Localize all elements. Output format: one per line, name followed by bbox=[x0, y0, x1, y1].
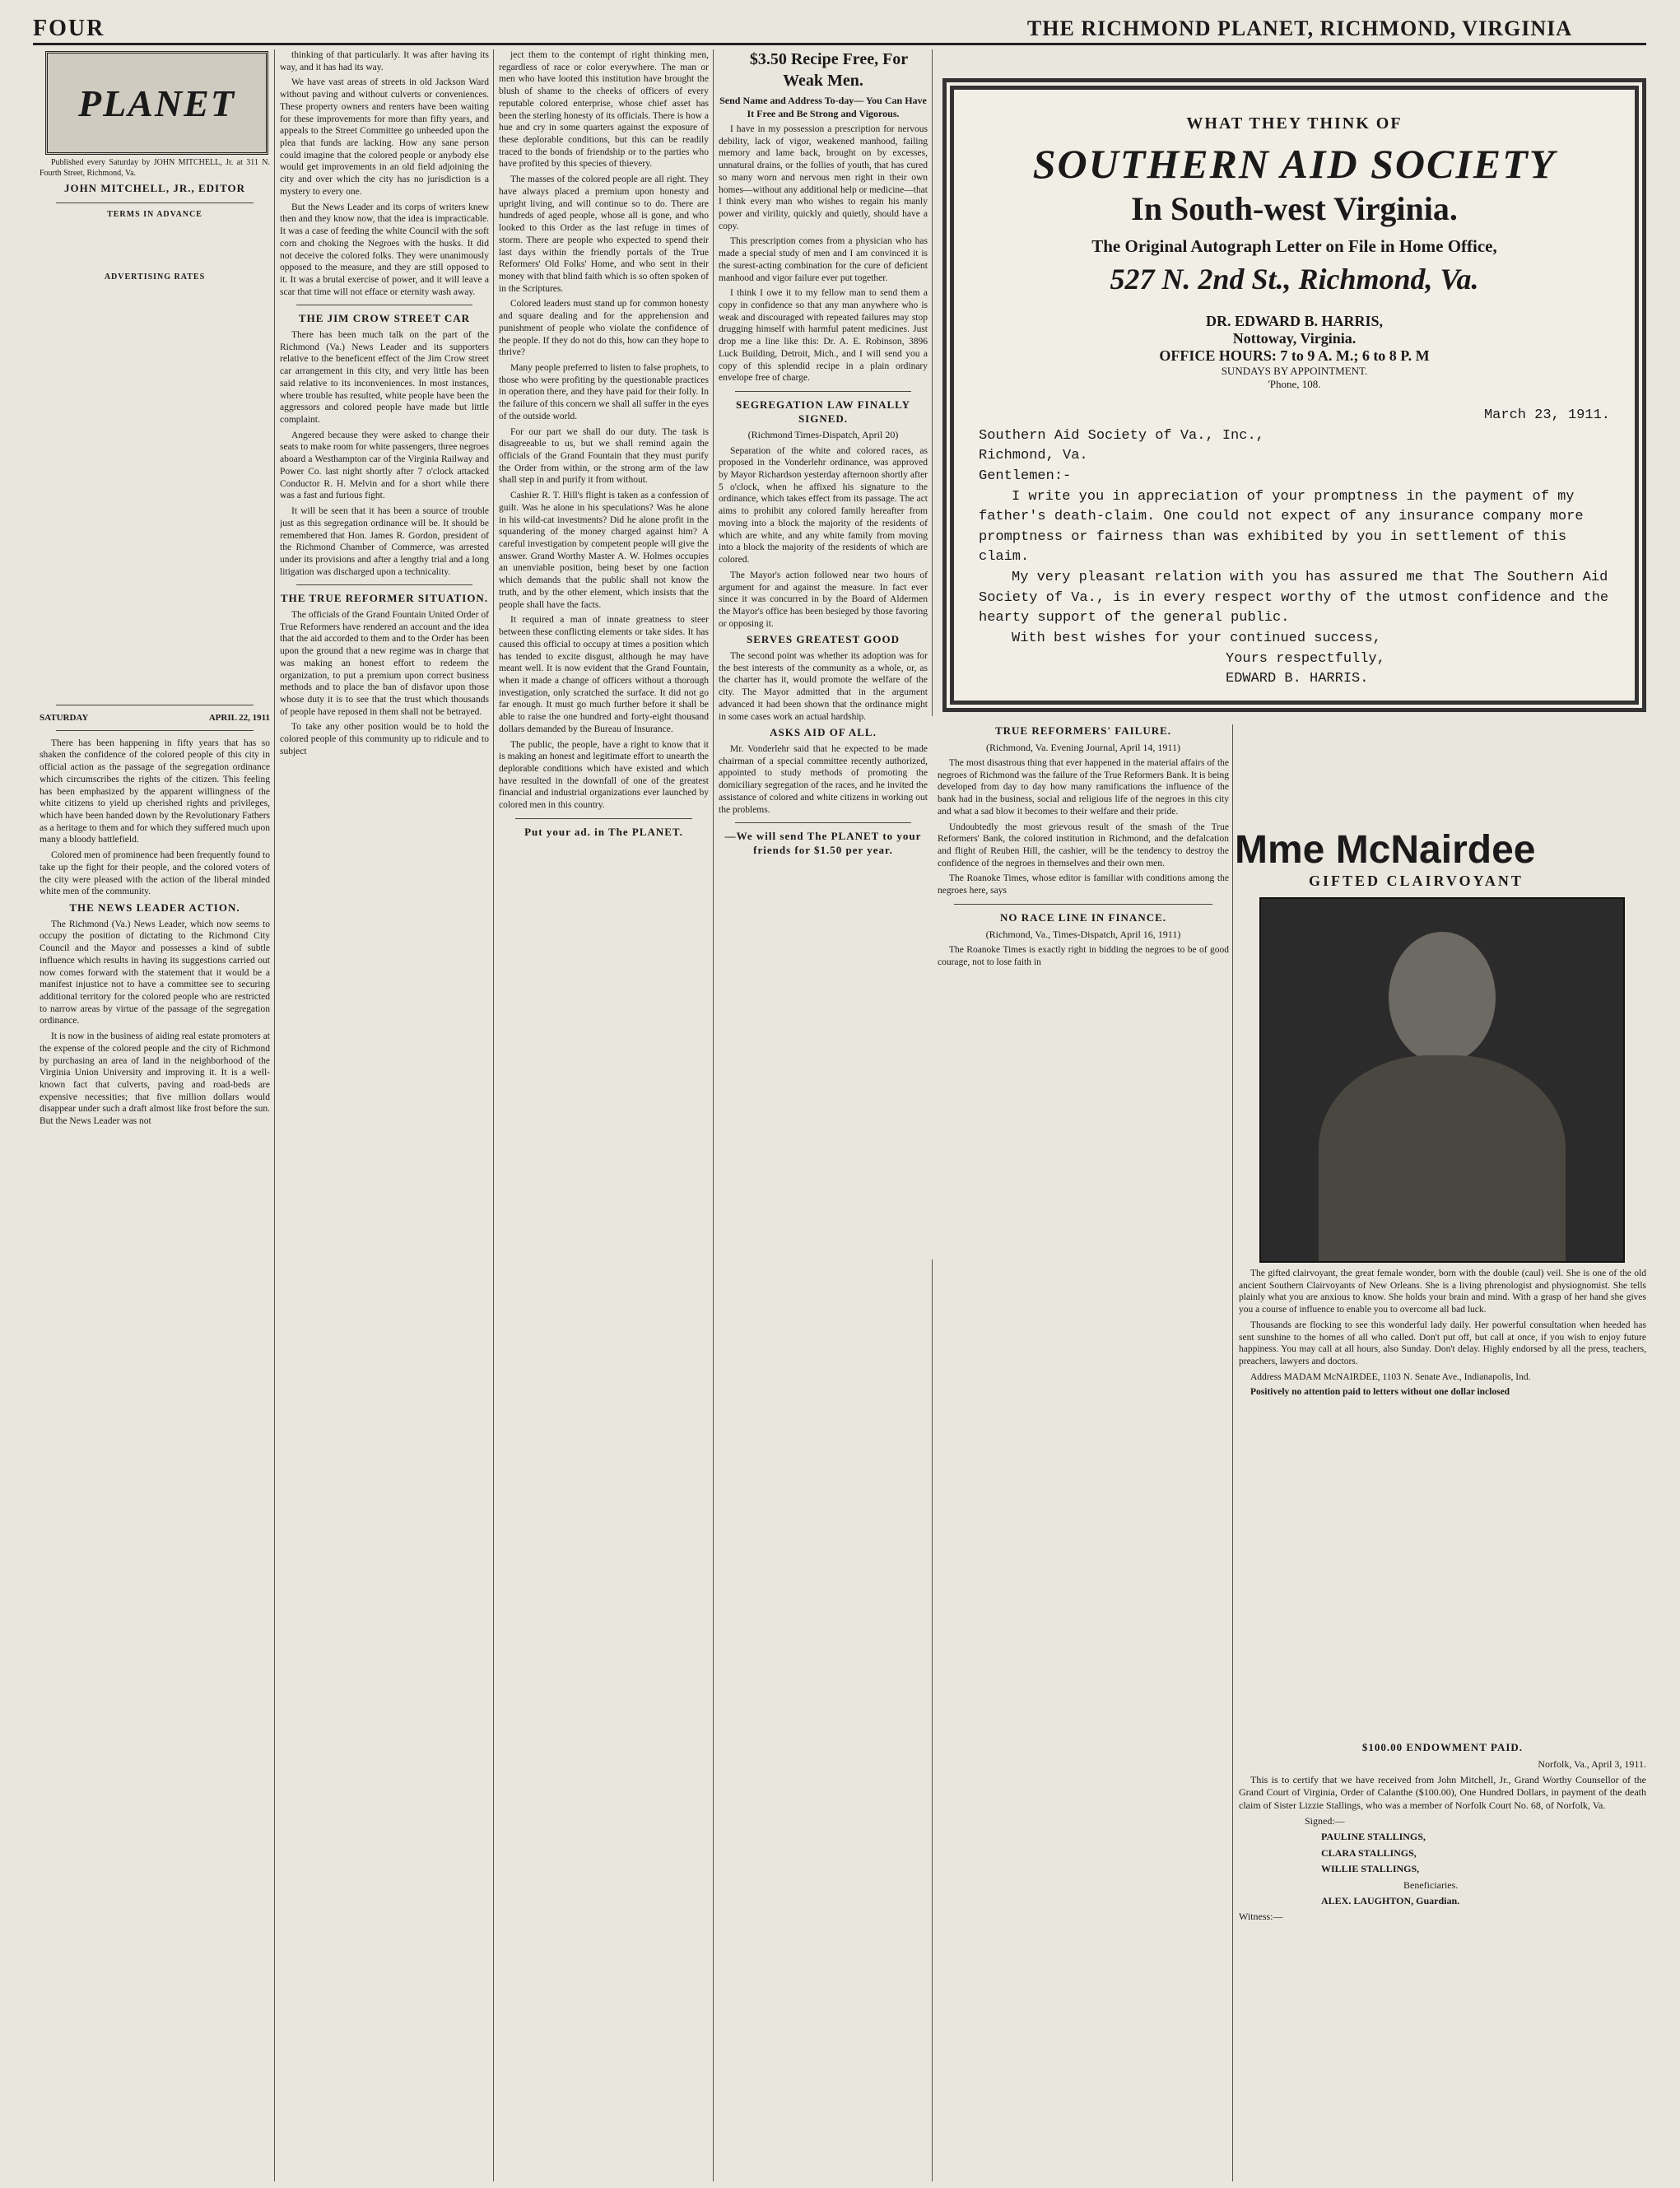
ad-society-name: SOUTHERN AID SOCIETY bbox=[1032, 141, 1557, 187]
article-text: It is now in the business of aiding real estate promoters at the expense of the colored people and the city of Richmond by purchasing an area of land in the neighborhood of the Virginia Union University and improving it. It is a well-known fact that culverts, paving and road-beds are expensive necessities; that five million dollars would disappear under such a draft almost like frost before the sun. But the News Leader was not bbox=[40, 1031, 270, 1127]
page-number: FOUR bbox=[33, 16, 105, 41]
article-text: The masses of the colored people are all right. They have always placed a premium upon honesty and upright living, and will continue so to do. There are hundreds of aged people, whose all is gone, and who looked to this Order as the last refuge in times of storm. There are people who expected to spend their last days within the friendly portals of the True Reformers' Old Folks' Home, and who sent in their money with that blind faith which is so often spoken of in the Scriptures. bbox=[499, 175, 709, 294]
column-rule bbox=[932, 1259, 933, 2181]
column-rule bbox=[1232, 724, 1233, 2181]
editor-line: JOHN MITCHELL, JR., EDITOR bbox=[63, 182, 246, 194]
masthead bbox=[33, 15, 1646, 45]
article-heading: THE JIM CROW STREET CAR bbox=[298, 312, 471, 325]
column-4 bbox=[719, 49, 928, 2181]
article-text: Separation of the white and colored races, as proposed in the Vonderlehr ordinance, was approved by Mayor Richardson yesterday afternoon shortly after 5 o'clock, when he affixed his signature to the ordinance, which takes effect from its passage. The act aims to prohibit any colored family hereafter from moving into a block the majority of the residents of which are white, and any white family from moving into a block the majority of the residents of which are colored. bbox=[719, 445, 928, 566]
ad-doctor: DR. EDWARD B. HARRIS, bbox=[1205, 313, 1384, 329]
publisher-line: Published every Saturday by JOHN MITCHELL, Jr. at 311 N. Fourth Street, Richmond, Va. bbox=[40, 158, 270, 178]
article-text: The Mayor's action followed near two hours of argument for and against the measure. In fact ever since it was concurred in by the Board of Aldermen the Mayor's office has been besieged by those favoring or opposing it. bbox=[719, 570, 928, 629]
column-1 bbox=[40, 158, 270, 2183]
article-text: The public, the people, have a right to know that it is making an honest and legitimate effort to unearth the deplorable conditions which have existed and which have resulted in the downfall of one of the greatest financial and industrial organizations ever launched by colored men in this country. bbox=[499, 739, 709, 811]
article-text: It will be seen that it has been a source of trouble just as this segregation ordinance will be. It should be remembered that Hon. James R. Gordon, president of the Richmond Chamber of Commerce, was arrested under its provisions and after a lengthy trial and a long litigation was discharged upon a technicality. bbox=[280, 506, 489, 577]
newspaper-title: THE RICHMOND PLANET, RICHMOND, VIRGINIA bbox=[1026, 16, 1572, 40]
ad-letter: March 23, 1911. Southern Aid Society of Va., Inc., Richmond, Va. Gentlemen:- I write you in appreciation of your promptness in the payment of my father's death-claim. One could not expect of any insurance company more promptness or fairness than was exhibited by you in settlement of this claim. My very pleasant relation with you has assured me that The Southern Aid Society of Va., is in every respect worthy of the utmost confidence and the hearty support of the general public. With best wishes for your continued success, Yours respectfully, EDWARD B. HARRIS. bbox=[979, 407, 1610, 687]
mme-title: Mme McNairdee bbox=[1235, 828, 1536, 872]
column-3 bbox=[499, 49, 709, 2181]
article-source: (Richmond Times-Dispatch, April 20) bbox=[747, 429, 899, 441]
article-text: The most disastrous thing that ever happened in the material affairs of the negroes of Richmond was the failure of the True Reformers Bank. It is being developed from day to day how many ramifications the influence of the bank had in the business, social and religious life of the negroes in this city and what a sad blow it becomes to their welfare and their pride. bbox=[938, 757, 1229, 817]
column-footer: Put your ad. in The PLANET. bbox=[524, 825, 683, 838]
mme-subtitle: GIFTED CLAIRVOYANT bbox=[1309, 873, 1524, 889]
article-text: To take any other position would be to hold the colored people of this community up to ridicule and to subject bbox=[280, 722, 489, 756]
column-5 bbox=[938, 724, 1229, 2181]
article-text: For our part we shall do our duty. The task is disagreeable to us, but we shall remind again the officials of the Grand Fountain that they must purify the Order from within, or the strong arm of the law shall step in and purify it from without. bbox=[499, 426, 709, 486]
mme-mcnairdee-ad bbox=[1235, 827, 1646, 890]
article-text: Cashier R. T. Hill's flight is taken as a confession of guilt. Was he alone in his speculations? Was he alone in his wild-cat investments? Did he alone profit in the squandering of the money charged against him? A careful investigation by competent people will give the answer. Grand Worthy Master A. W. Holmes occupies an unenviable position, being beset by one faction which demands that the public shall not know the truth, and by the other element, which insists that the people shall have the facts. bbox=[499, 491, 709, 610]
article-text: Undoubtedly the most grievous result of the smash of the True Reformers' Bank, the colored institution in Richmond, and the defalcation and flight of Reuben Hill, the cashier, will be the tendency to destroy the confidence of the negroes in themselves and their own men. bbox=[938, 822, 1229, 868]
ad-sundays: SUNDAYS BY APPOINTMENT. bbox=[1221, 365, 1368, 377]
southern-aid-society-ad bbox=[942, 78, 1646, 712]
issue-date: SATURDAY APRIL 22, 1911 bbox=[40, 712, 270, 723]
article-text: Angered because they were asked to change their seats to make room for white passengers, three negroes aboard a Westhampton car of the Virginia Railway and Power Co. last night shortly after 7 o'clock attacked Conductor R. H. Melvin and for a short while there was a fast and furious fight. bbox=[280, 430, 489, 501]
article-text: The Roanoke Times, whose editor is familiar with conditions among the negroes here, says bbox=[938, 873, 1229, 896]
column-rule bbox=[932, 49, 933, 716]
rates-fineprint bbox=[40, 286, 270, 698]
ad-text: I think I owe it to my fellow man to send them a copy in confidence so that any man anywhere who is weak and discouraged with repeated failures may stop drugging himself with harmful patent medicines. Just drop me a line like this: Dr. A. E. Robinson, 3896 Luck Building, Detroit, Mich., and I will send you a copy of this splendid recipe in a plain ordinary envelope free of charge. bbox=[719, 288, 928, 384]
article-source: (Richmond, Va. Evening Journal, April 14, 1911) bbox=[986, 741, 1180, 753]
article-text: Colored leaders must stand up for common honesty and square dealing and for the apprehension and punishment of people who violate the confidence of the people. If they do not do this, how can they hope to thrive? bbox=[499, 299, 709, 358]
article-text: Colored men of prominence had been frequently found to take up the fight for their people, and the colored voters of the city were pleased with the action of the liberal minded white men of the community. bbox=[40, 850, 270, 897]
column-rule bbox=[274, 49, 275, 2181]
ad-town: Nottoway, Virginia. bbox=[1232, 330, 1357, 347]
terms-table bbox=[40, 223, 270, 272]
article-text: Many people preferred to listen to false prophets, to those who were profiting by the questionable practices in operation there, and they have paid for their folly. In the failure of this concern we shall all suffer in the eyes of the outside world. bbox=[499, 362, 709, 421]
recipe-ad-heading: $3.50 Recipe Free, For Weak Men. bbox=[749, 50, 909, 90]
article-text: thinking of that particularly. It was after having its way, and it has had its way. bbox=[280, 50, 489, 72]
clairvoyant-portrait bbox=[1259, 897, 1625, 1263]
article-heading: SEGREGATION LAW FINALLY SIGNED. bbox=[735, 398, 911, 425]
article-text: The Roanoke Times is exactly right in bidding the negroes to be of good courage, not to lose faith in bbox=[938, 944, 1229, 967]
ad-original: The Original Autograph Letter on File in Home Office, bbox=[1091, 236, 1497, 256]
article-heading: SERVES GREATEST GOOD bbox=[747, 633, 900, 646]
column-rule bbox=[493, 49, 494, 2181]
article-text: The officials of the Grand Fountain United Order of True Reformers have rendered an account and the idea that the aid accorded to them and to the Order has been upon the ground that a new regime was in charge that was making an honest effort to redeem the organization, to put a premium upon correct business methods and to place the ban of disfavor upon those whose duty it is to see that the trust which thousands of people have reposed in them shall not be betrayed. bbox=[280, 610, 489, 717]
ad-phone: 'Phone, 108. bbox=[1268, 378, 1321, 390]
article-text: The second point was whether its adoption was for the best interests of the community as a whole, or, as the charter has it, would promote the welfare of the city. The Mayor admitted that in the argument advanced it had been shown that the ordinance might in some cases work an actual hardship. bbox=[719, 651, 928, 722]
ad-state: In South-west Virginia. bbox=[1131, 190, 1458, 227]
column-footer: —We will send The PLANET to your friends for $1.50 per year. bbox=[724, 830, 922, 856]
ad-text: I have in my possession a prescription for nervous debility, lack of vigor, weakened manhood, failing memory and lame back, brought on by excesses, unnatural drains, or the follies of youth, that has cured so many worn and nervous men right in their own homes—without any additional help or medicine—that I think every man who wishes to regain his manly power and virility, quickly and quietly, should have a copy. bbox=[719, 123, 928, 231]
recipe-ad-sub: Send Name and Address To-day— You Can Have It Free and Be Strong and Vigorous. bbox=[719, 95, 927, 119]
endowment-notice: $100.00 ENDOWMENT PAID. Norfolk, Va., April 3, 1911. This is to certify that we have received from John Mitchell, Jr., Grand Worthy Counsellor of the Grand Court of Virginia, Order of Calanthe ($100.00), One Hundred Dollars, in payment of the death claim of Sister Lizzie Stallings, who was a member of Norfolk Court No. 68, of Norfolk, Va. Signed:— PAULINE STALLINGS, CLARA STALLINGS, WILLIE STALLINGS, Beneficiaries. ALEX. LAUGHTON, Guardian. Witness:— bbox=[1239, 1741, 1646, 1923]
article-text: We have vast areas of streets in old Jackson Ward without paving and without culverts or conveniences. These property owners and renters have been waiting for these improvements for more than fifty years, and appeals to the Street Committee go unheeded upon the plea that funds are lacking. How any sane person could imagine that the colored people or anybody else would get improvements in an old field adjoining the city and over which the city has no jurisdiction is a mystery to every one. bbox=[280, 77, 489, 197]
article-text: There has been happening in fifty years that has so shaken the confidence of the colored people of this city in official action as the passage of the segregation ordinance which circumscribes the rights of the citizen. This feeling has been emphasized by the apparent willingness of the white citizens to yield up cherished rights and privileges, which have been handed down by the Revolutionary Fathers as a heritage to them and for which they suffered much upon many a bloody battlefield. bbox=[40, 738, 270, 845]
article-text: It required a man of innate greatness to steer between these conflicting elements or take sides. It has caused this official to occupy at times a position which has tended to excite disgust, although he may have meant well. It is now evident that the Grand Fountain, when it made a change of officers without a thorough investigation, only scratched the surface. It did not go far enough. It must go much further before it shall be able to raise the one hundred and forty-eight thousand dollars demanded by the Bureau of Insurance. bbox=[499, 615, 709, 734]
article-heading: THE NEWS LEADER ACTION. bbox=[69, 901, 240, 915]
article-text: ject them to the contempt of right thinking men, regardless of race or color everywhere. The man or men who have looted this institution have brought the blush of shame to the cheeks of officers of every reputable colored enterprise, whose chief asset has been the sterling honesty of its officials. There is how a hue and cry in some quarters against the exposure of these deplorable conditions, but this can be readily traced to the bonds of friendship or to the parties who have profited by this species of thievery. bbox=[499, 50, 709, 170]
terms-heading: TERMS IN ADVANCE bbox=[107, 209, 202, 219]
column-2 bbox=[280, 49, 489, 2181]
article-text: Mr. Vonderlehr said that he expected to be made chairman of a special committee recently authorized, appointed to study methods of promoting the domiciliary segregation of the races, and he invited the assistance of colored and white citizens in working out the problems. bbox=[719, 743, 928, 815]
ad-text: This prescription comes from a physician who has made a special study of men and I am convinced it is the surest-acting combination for the cure of deficient manhood and vigor failure ever put together. bbox=[719, 236, 928, 283]
article-text: But the News Leader and its corps of writers knew then and they know now, that the idea is impracticable. It was a case of feeding the white Council with the soft corn and choking the Negroes with the husks. It did not deceive the colored folks. They were unanimously opposed to the measure, and they are still opposed to it. It was a brutal exercise of power, and it will leave a scar that time will not efface or eternity wash away. bbox=[280, 202, 489, 297]
article-heading: ASKS AID OF ALL. bbox=[770, 726, 877, 739]
ad-address: 527 N. 2nd St., Richmond, Va. bbox=[1110, 263, 1479, 296]
newspaper-flag-logo: PLANET bbox=[45, 51, 268, 155]
article-text: There has been much talk on the part of the Richmond (Va.) News Leader and its supporters relative to the beneficent effect of the Jim Crow street car arrangement in this city, and very little has been said relative to its inconveniences. In most instances, where trouble has resulted, white people have been the aggressors and colored people have made but little complaint. bbox=[280, 330, 489, 426]
article-text: The Richmond (Va.) News Leader, which now seems to occupy the position of dictating to the Richmond City Council and the Mayor and possesses a kind of subtle influence which results in having its suggestions carried out now comes forward with the statement that it would be a manifest injustice not to have a committee see to securing additional territory for the colored people who are restricted to narrow areas by virtue of the passage of the segregation ordinance. bbox=[40, 919, 270, 1026]
ad-hours: OFFICE HOURS: 7 to 9 A. M.; 6 to 8 P. M bbox=[1159, 347, 1430, 364]
article-heading: TRUE REFORMERS' FAILURE. bbox=[994, 724, 1172, 737]
article-source: (Richmond, Va., Times-Dispatch, April 16, 1911) bbox=[985, 928, 1181, 940]
article-heading: NO RACE LINE IN FINANCE. bbox=[999, 910, 1167, 924]
column-rule bbox=[713, 49, 714, 2181]
ad-kicker: WHAT THEY THINK OF bbox=[1186, 114, 1403, 133]
ads-heading: ADVERTISING RATES bbox=[104, 272, 206, 282]
article-heading: THE TRUE REFORMER SITUATION. bbox=[280, 592, 489, 605]
mme-text: The gifted clairvoyant, the great female wonder, born with the double (caul) veil. She is one of the old ancient Southern Clairvoyants of New Orleans. She is a living phrenologist and physiognomist. She tells plainly what you are anxious to know. She holds your brain and mind. With a grasp of her hand she gives you a course of influence to enable you to overcome all bad luck. Thousands are flocking to see this wonderful lady daily. Her powerful consultation when heeded has sent sunshine to the homes of all who called. Don't put off, but call at once, if you wish to enjoy future happiness. You may call at all hours, also Sunday. Don't delay. Highly endorsed by all the press, teachers, preachers, lawyers and doctors. Address MADAM McNAIRDEE, 1103 N. Senate Ave., Indianapolis, Ind. Positively no attention paid to letters without one dollar inclosed bbox=[1239, 1269, 1646, 1398]
